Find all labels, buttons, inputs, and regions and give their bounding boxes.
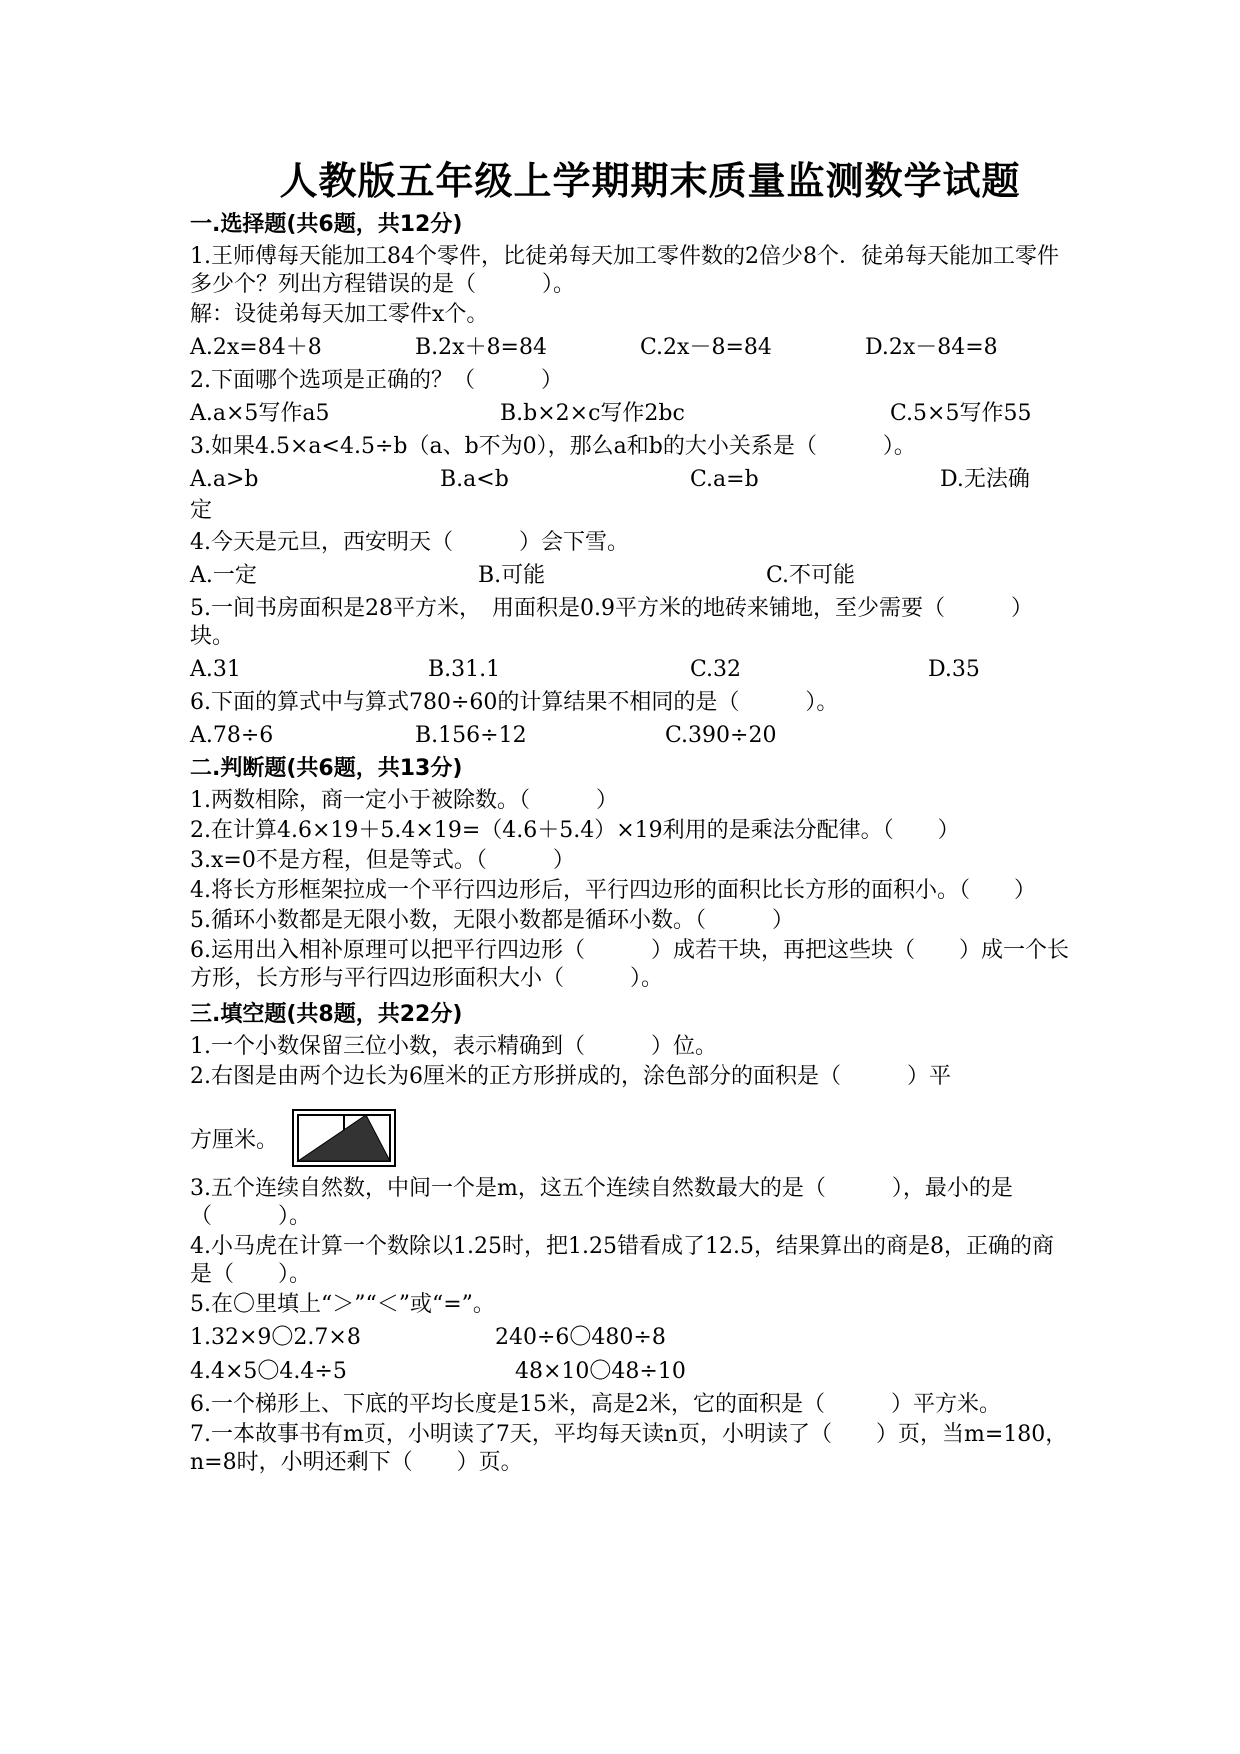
option-row: [190, 463, 1070, 497]
fill-item: 5.在〇里填上“＞”“＜”或“=”。: [190, 1292, 495, 1317]
option-c: C.2x－8=84: [640, 335, 772, 360]
compare-row: [190, 1321, 1070, 1355]
judgement-item: 3.x=0不是方程，但是等式。（ ）: [190, 848, 575, 873]
section-heading-judgement: 二.判断题(共6题，共13分): [190, 756, 463, 781]
judgement-item: 2.在计算4.6×19＋5.4×19=（4.6＋5.4）×19利用的是乘法分配律。（ ）: [190, 818, 960, 843]
section-heading-fill: 三.填空题(共8题，共22分): [190, 1002, 463, 1027]
question-hint: 解：设徒弟每天加工零件x个。: [190, 302, 489, 327]
option-a: A.a>b: [190, 467, 259, 492]
judgement-item: 1.两数相除，商一定小于被除数。（ ）: [190, 788, 618, 813]
question-text: 1.王师傅每天能加工84个零件，比徒弟每天加工零件数的2倍少8个．徒弟每天能加工零件多少个？列出方程错误的是（ ）。: [190, 244, 1059, 297]
question-text: 5.一间书房面积是28平方米， 用面积是0.9平方米的地砖来铺地，至少需要（ ）块。: [190, 596, 1033, 649]
option-b: B.31.1: [428, 657, 501, 682]
option-b: B.a<b: [440, 467, 509, 492]
compare-row: [190, 1355, 1070, 1389]
compare-left: 1.32×9〇2.7×8: [190, 1325, 361, 1350]
judgement-item: 5.循环小数都是无限小数，无限小数都是循环小数。（ ）: [190, 908, 794, 933]
option-b: B.b×2×c写作2bc: [500, 401, 685, 426]
option-row: [190, 653, 1070, 687]
fill-item: 2.右图是由两个边长为6厘米的正方形拼成的，涂色部分的面积是（ ）平: [190, 1064, 951, 1089]
option-b: B.156÷12: [415, 723, 527, 748]
option-a: A.78÷6: [190, 723, 274, 748]
question-text: 3.如果4.5×a<4.5÷b（a、b不为0），那么a和b的大小关系是（ ）。: [190, 434, 916, 459]
judgement-item: 6.运用出入相补原理可以把平行四边形（ ）成若干块，再把这些块（ ）成一个长方形，长方形与平行四边形面积大小（ ）。: [190, 938, 1069, 991]
option-row: [190, 559, 1070, 593]
question-text: 4.今天是元旦，西安明天（ ）会下雪。: [190, 530, 629, 555]
fill-item-continued-text: 方厘米。: [190, 1127, 279, 1153]
compare-right: 240÷6〇480÷8: [495, 1325, 666, 1350]
option-a: A.31: [190, 657, 241, 682]
option-d: D.2x－84=8: [865, 335, 998, 360]
page-title: 人教版五年级上学期期末质量监测数学试题: [279, 159, 1021, 203]
exam-page: [190, 150, 1070, 1479]
option-a: A.一定: [190, 563, 257, 588]
fill-item: 1.一个小数保留三位小数，表示精确到（ ）位。: [190, 1034, 717, 1059]
option-d: D.35: [928, 657, 980, 682]
option-b: B.2x＋8=84: [415, 335, 547, 360]
option-c: C.390÷20: [665, 723, 777, 748]
option-c: C.5×5写作55: [890, 401, 1032, 426]
fill-item: 4.小马虎在计算一个数除以1.25时，把1.25错看成了12.5，结果算出的商是8，正确的商是（ ）。: [190, 1234, 1054, 1287]
option-row: [190, 397, 1070, 431]
option-row: [190, 331, 1070, 365]
question-text: 6.下面的算式中与算式780÷60的计算结果不相同的是（ ）。: [190, 690, 839, 715]
option-wrap: 定: [190, 498, 213, 523]
fill-item: 6.一个梯形上、下底的平均长度是15米，高是2米，它的面积是（ ）平方米。: [190, 1392, 1001, 1417]
option-a: A.2x=84＋8: [190, 335, 322, 360]
compare-right: 48×10〇48÷10: [515, 1359, 686, 1384]
option-d: D.无法确: [940, 467, 1030, 492]
option-c: C.不可能: [766, 563, 856, 588]
section-heading-choice: 一.选择题(共6题，共12分): [190, 212, 463, 237]
option-row: [190, 719, 1070, 753]
fill-item: 7.一本故事书有m页，小明读了7天，平均每天读n页，小明读了（ ）页，当m=180，n=8时，小明还剩下（ ）页。: [190, 1422, 1068, 1475]
option-c: C.32: [690, 657, 742, 682]
question-text: 2.下面哪个选项是正确的？（ ）: [190, 368, 563, 393]
compare-left: 4.4×5〇4.4÷5: [190, 1359, 347, 1384]
two-squares-figure: [292, 1109, 396, 1167]
option-b: B.可能: [478, 563, 546, 588]
option-c: C.a=b: [690, 467, 759, 492]
option-a: A.a×5写作a5: [190, 401, 330, 426]
fill-item-continued: [190, 1109, 1070, 1167]
fill-item: 3.五个连续自然数，中间一个是m，这五个连续自然数最大的是（ ），最小的是（ ）。: [190, 1176, 1013, 1229]
judgement-item: 4.将长方形框架拉成一个平行四边形后，平行四边形的面积比长方形的面积小。（ ）: [190, 878, 1036, 903]
